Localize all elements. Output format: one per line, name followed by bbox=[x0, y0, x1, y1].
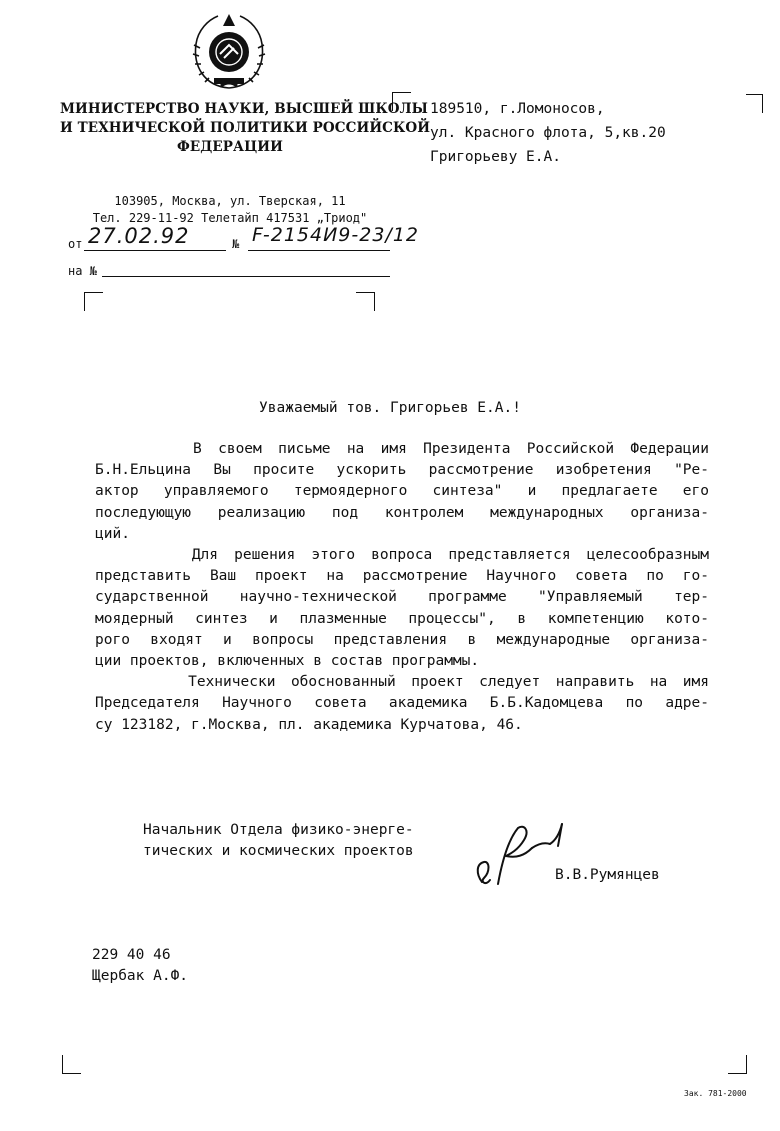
body-line: ций. bbox=[95, 525, 130, 542]
ministry-line: И ТЕХНИЧЕСКОЙ ПОЛИТИКИ РОССИЙСКОЙ bbox=[60, 120, 431, 136]
body-line: актор управляемого термоядерного синтеза" и предлагаете его bbox=[95, 483, 709, 500]
signatory-name: В.В.Румянцев bbox=[555, 867, 660, 883]
body-line: рого входят и вопросы представления в международные организа- bbox=[95, 631, 709, 648]
body-line: Б.Н.Ельцина Вы просите ускорить рассмотрение изобретения "Ре- bbox=[95, 462, 709, 479]
recipient-corner-right bbox=[746, 94, 763, 113]
reply-underline bbox=[102, 276, 390, 277]
body-line: последующую реализацию под контролем международных организа- bbox=[95, 504, 709, 521]
recipient-corner-left bbox=[392, 92, 411, 111]
handwritten-signature-icon bbox=[468, 822, 568, 892]
salutation: Уважаемый тов. Григорьев Е.А.! bbox=[259, 400, 521, 416]
ministry-line: ФЕДЕРАЦИИ bbox=[177, 139, 283, 155]
executor-phone: 229 40 46 bbox=[92, 947, 171, 963]
reply-label: на № bbox=[68, 264, 97, 278]
subject-corner-left bbox=[84, 292, 103, 311]
body-line: сударственной научно-технической программе "Управляемый тер- bbox=[95, 589, 709, 606]
recipient-line: ул. Красного флота, 5,кв.20 bbox=[430, 125, 666, 141]
executor-block bbox=[92, 945, 188, 987]
ministry-name bbox=[60, 100, 431, 157]
signatory-title-line: Начальник Отдела физико-энерге- bbox=[143, 822, 414, 838]
recipient-line: Григорьеву Е.А. bbox=[430, 149, 561, 165]
org-address-block bbox=[60, 193, 400, 227]
recipient-line: 189510, г.Ломоносов, bbox=[430, 101, 605, 117]
number-label: № bbox=[232, 237, 240, 251]
body-line: В своем письме на имя Президента Российской Федерации bbox=[95, 441, 709, 457]
date-label: от bbox=[68, 237, 83, 251]
date-underline bbox=[84, 250, 226, 251]
number-underline bbox=[248, 250, 390, 251]
bottom-corner-left bbox=[62, 1055, 81, 1074]
number-value: F-2154И9-23/12 bbox=[252, 224, 420, 246]
body-line: ции проектов, включенных в состав программы. bbox=[95, 653, 480, 670]
body-line: су 123182, г.Москва, пл. академика Курчатова, 46. bbox=[95, 716, 523, 733]
print-order-number: Зак. 781-2000 bbox=[684, 1089, 747, 1098]
body-line: моядерный синтез и плазменные процессы", в компетенцию кото- bbox=[95, 610, 709, 627]
signatory-title bbox=[143, 820, 414, 862]
body-line: представить Ваш проект на рассмотрение Научного совета по го- bbox=[95, 568, 709, 585]
org-address: 103905, Москва, ул. Тверская, 11 bbox=[114, 194, 346, 208]
russian-coat-of-arms-icon bbox=[190, 8, 268, 94]
date-value: 27.02.92 bbox=[88, 224, 190, 248]
executor-name: Щербак А.Ф. bbox=[92, 968, 189, 984]
recipient-address bbox=[430, 97, 666, 169]
signatory-title-line: тических и космических проектов bbox=[143, 843, 414, 859]
body-line: Технически обоснованный проект следует направить на имя bbox=[95, 674, 709, 691]
org-contacts: Тел. 229-11-92 Телетайп 417531 „Триод" bbox=[92, 211, 368, 225]
ministry-line: МИНИСТЕРСТВО НАУКИ, ВЫСШЕЙ ШКОЛЫ bbox=[60, 101, 429, 117]
body-line: Председателя Научного совета академика Б.Б.Кадомцева по адре- bbox=[95, 695, 709, 712]
body-line: Для решения этого вопроса представляется целесообразным bbox=[95, 547, 709, 564]
letter-body bbox=[95, 439, 709, 736]
bottom-corner-right bbox=[728, 1055, 747, 1074]
subject-corner-right bbox=[356, 292, 375, 311]
